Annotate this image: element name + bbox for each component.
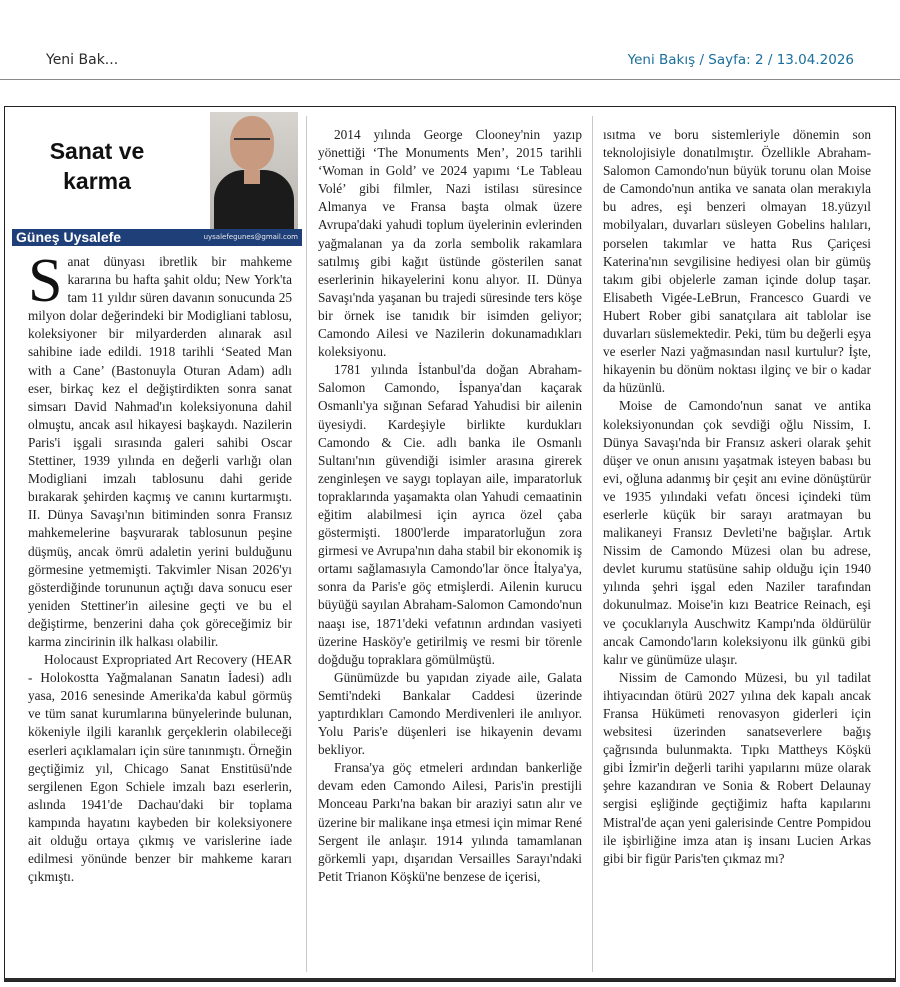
paragraph-1-text: anat dünyası ibretlik bir mahkeme kararına bu hafta şahit oldu; New York'ta tam 11 yıldır süren davanın sonucunda 25 milyon dolar değerindeki bir Modigliani tablosu, koleksiyoner bir milyarderden alınarak asıl sahibine iade edildi. 1918 tarihli ‘Seated Man with a Cane’ (Bastonuyla Oturan Adam) adlı eser, birkaç kez el değiştirdikten sonra sanat simsarı David Nahmad'ın koleksiyonuna dahil olmuştu, ancak asıl hikayesi başkaydı. Nazilerin Paris'i işgali sırasında galeri sahibi Oscar Stettiner, 1939 yılında en değerli varlığı olan Modigliani imzalı tablosunu dahi geride bırakarak şehirden kaçmış ve canını kurtarmıştı. II. Dünya Savaşı'nın bitiminden sonra Fransız mahkemelerine başvurarak tablosunun peşine düşmüş, ancak ömrü adaletin yerini bulduğunu görmesine yetmemişti. Takvimler Nisan 2026'yı gösterdiğinde torununun açtığı dava sonucu eser yeniden Stettiner'in ailesine geçti ve bu el değiştirme, benzerini daha çok göreceğimiz bir karma zincirinin ilk halkası olabilir. [28, 254, 292, 649]
article-column-2 [318, 126, 582, 886]
article-paragraph-6: Fransa'ya göç etmeleri ardından bankerliğe devam eden Camondo Ailesi, Paris'in prestijli Monceau Parkı'na bakan bir araziyi satın alır ve üzerine bir malikane inşa etmesi için mimar René Sergent ile anlaşır. 1914 yılında tamamlanan görkemli yapı, dışarıdan Versailles Sarayı'ndaki Petit Trianon Köşkü'ne benzese de içerisi, [318, 760, 582, 884]
author-photo [210, 112, 298, 230]
drop-cap: S [28, 247, 63, 315]
article-paragraph-5: Günümüzde bu yapıdan ziyade aile, Galata Semti'ndeki Bankalar Caddesi üzerinde yaptırdıkları Camondo Merdivenleri ile anılıyor. Yolu Paris'e düşenleri ise hikayenin devamı bekliyor. [318, 669, 582, 758]
article-paragraph-9: Nissim de Camondo Müzesi, bu yıl tadilat ihtiyacından ötürü 2027 yılına dek kapalı ancak Fransa Hükümeti renovasyon giderleri için websitesi üzerinden sanatseverlere bağış çağrısında bulunmakta. Tıpkı Mattheys Köşkü gibi İzmir'in değerli tarihi yapılarını müze olarak şehre kazandıran ve Sonia & Robert Delaunay sergisi eşliğinde geçtiğimiz hafta kapılarını Mistral'de açan yeni galerisinde Centre Pompidou ile işbirliğine imza atan iş insanı Lucien Arkas gibi bir figür Paris'ten çıkmaz mı? [603, 669, 871, 866]
photo-glasses [234, 138, 270, 146]
header-left-title: Yeni Bak... [46, 52, 119, 68]
header-page-info: Yeni Bakış / Sayfa: 2 / 13.04.2026 [627, 52, 854, 68]
article-paragraph-1 [28, 247, 292, 651]
frame-bottom-rule [4, 978, 896, 981]
article-paragraph-7: ısıtma ve boru sistemleriyle dönemin son teknolojisiyle donatılmıştır. Özellikle Abraham-Salomon Camondo'nun büyük torunu olan Moise de Camondo'nun antika ve sanata olan merakıyla bu adres, eşi benzeri olmayan 18.yüzyıl mobilyaları, duvarları süsleyen Gobelins halıları, porselen takımlar ve hatta Rus Çariçesi Katerina'nın sevgilisine hediyesi olan bir gümüş takım gibi objelerle zaman içinde dolup taşar. Elisabeth Vigée-LeBrun, Francesco Guardi ve Hubert Rober gibi sanatçılara ait tablolar ise duvarları süslemektedir. Peki, tüm bu değerli eşya ve eserler Nazi yağmasından nasıl kurtulur? İşte, hikayenin bu dönüm noktası ilginç ve bir o kadar da hüzünlü. [603, 127, 871, 396]
article-paragraph-8: Moise de Camondo'nun sanat ve antika koleksiyonundan çok sevdiği oğlu Nissim, I. Dünya Savaşı'nda bir Fransız askeri olarak şehit düşer ve onun anısını yaşatmak isteyen babası bu evi, oğluna adanmış bir çeşit anı evine dönüştürür ve 1935 yılındaki vefatı öncesi içindeki tüm eserlerle küçük bir sarayı aratmayan bu malikaneyi Fransız Devleti'ne bağışlar. Artık Nissim de Camondo Müzesi olan bu adrese, devlet kurumu statüsüne sahip olduğu için 1940 yılında şehri işgal eden Naziler tarafından dokunulmaz. Moise'in kızı Beatrice Reinach, eşi ve çocuklarıyla Auschwitz Kampı'nda öldürülür ancak Camondo'ların koleksiyonu ilk günkü gibi kalır ve günümüze ulaşır. [603, 398, 871, 667]
article-column-3 [603, 126, 871, 868]
column-title-line1: Sanat ve [49, 138, 145, 164]
author-name: Güneş Uysalefe [16, 229, 122, 245]
photo-neck [244, 170, 260, 184]
column-title-line2: karma [63, 168, 131, 194]
column-divider-1 [306, 116, 307, 972]
page-header [0, 0, 900, 80]
article-column-1 [28, 247, 292, 886]
article-paragraph-4: 1781 yılında İstanbul'da doğan Abraham-Salomon Camondo, İspanya'dan kaçarak Osmanlı'ya sığınan Sefarad Yahudisi bir ailenin üyesiydi. Kardeşiyle birlikte kurdukları Camondo & Cie. adlı banka ile Osmanlı Sultanı'nın güvendiği isimler arasına girerek zenginleşen ve saygı toplayan aile, imparatorluk topraklarında yaşamakta olan Yahudi cemaatinin eğitim alabilmesi için ayrıca özel çaba göstermişti. 1800'lerde imparatorluğun zora girmesi ve Avrupa'nın daha stabil bir ekonomik iş ortamı sağlamasıyla Camondo'lar önce İtalya'ya, sonra da Paris'e göç etmişlerdi. Ailenin kurucu büyüğü sayılan Abraham-Salomon Camondo'nun naaşı ise, 1871'deki vefatının ardından vasiyeti üzerine Hasköy'e getirilmiş ve resmi bir törenle doğduğu topraklara gömülmüştü. [318, 362, 582, 667]
header-rule [0, 79, 900, 80]
article-paragraph-2: Holocaust Expropriated Art Recovery (HEAR - Holokostta Yağmalanan Sanatın İadesi) adlı yasa, 2016 senesinde Amerika'da kabul görmüş ve tüm sanat kurumlarına bünyelerinde bulunan, kökeniyle ilgili karanlık gerçeklerin olabileceği eserleri açıklamaları için süre tanınmıştı. Örneğin geçtiğimiz yıl, Chicago Sanat Enstitüsü'nde sergilenen Egon Schiele imzalı bazı eserlerin, aslında 1941'de Dachau'daki bir toplama kampında hayatını kaybeden bir koleksiyonere ait olduğu ortaya çıkmış ve varislerine iade edilmesi yönünde benzer bir mahkeme kararı çıkmıştı. [28, 652, 292, 885]
author-bar [12, 229, 302, 246]
column-divider-2 [592, 116, 593, 972]
column-title [22, 136, 172, 196]
article-paragraph-3: 2014 yılında George Clooney'nin yazıp yönettiği ‘The Monuments Men’, 2015 tarihli ‘Woman in Gold’ ve 2024 yapımı ‘Le Tableau Volé’ gibi filmler, Nazi istilası süresince Almanya ve Fransa başta olmak üzere Avrupa'daki yahudi toplum üyelerinin evlerinden yağmalanan ya da zorla sembolik rakamlara satılmış gibi kağıt üstünde gösterilen sanat eserlerinin hikayelerini konu alıyor. II. Dünya Savaşı'nda yaşanan bu trajedi süresinde ters köşe bir örnek ise tanıdık bir isimden geliyor; Camondo Ailesi ve Nazilerin dokunamadıkları koleksiyonu. [318, 127, 582, 360]
author-email: uysalefegunes@gmail.com [203, 233, 298, 241]
